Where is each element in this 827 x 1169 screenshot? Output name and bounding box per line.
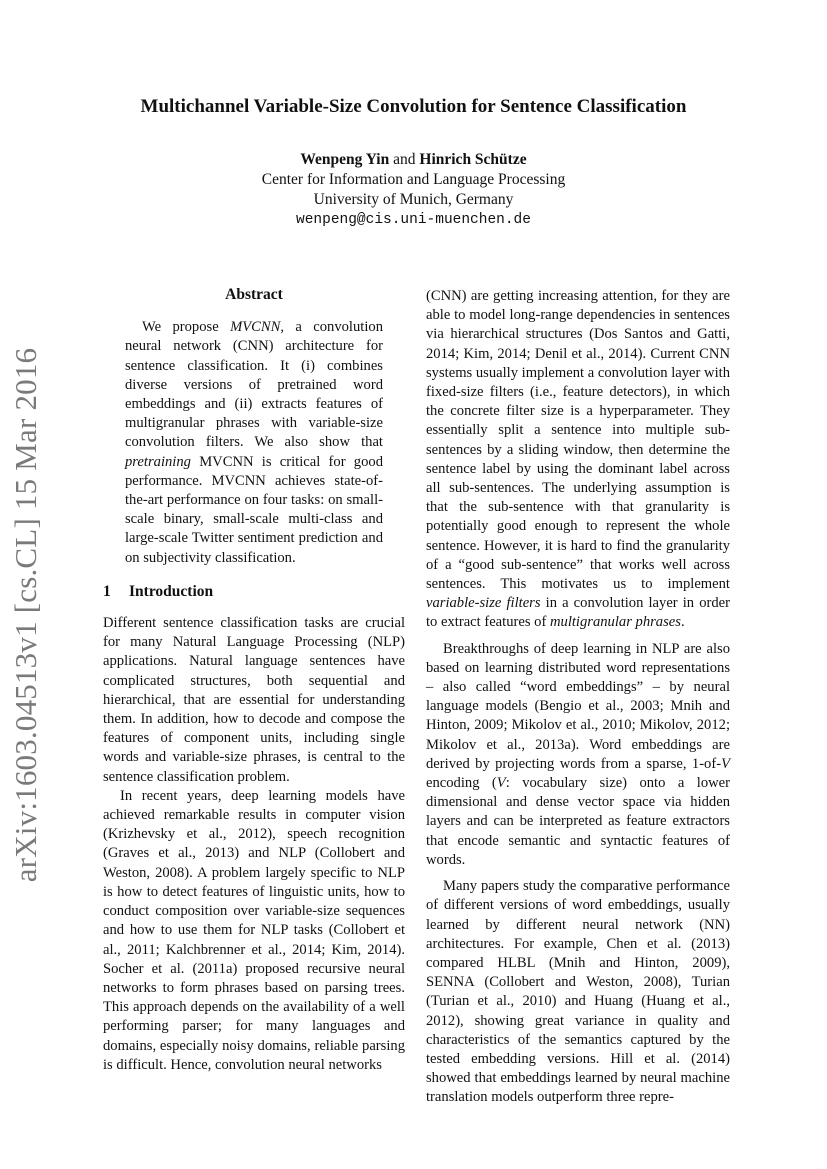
abstract-text-part: MVCNN is critical for good performance. MVCNN achieves state-of-the-art performance on four tasks: on small-scale binary, small-scale multi-class and large-scale Twitter sentiment prediction and on subjectivity classification. — [125, 453, 383, 566]
intro-paragraph-continued — [426, 287, 730, 633]
section-title: Introduction — [129, 582, 214, 600]
paragraph-text-part: encoding ( — [426, 775, 497, 792]
author-conjunction: and — [389, 151, 420, 168]
section-number: 1 — [103, 582, 111, 600]
paragraph-text-part: in a convolution layer in order to extract features of — [426, 595, 730, 631]
section-heading-introduction — [103, 582, 405, 601]
arxiv-identifier: arXiv:1603.04513v1 [cs.CL] 15 Mar 2016 — [8, 347, 43, 883]
university: University of Munich, Germany — [313, 191, 514, 208]
author-1: Wenpeng Yin — [300, 151, 390, 168]
author-email: wenpeng@cis.uni-muenchen.de — [296, 212, 531, 228]
paper-title: Multichannel Variable-Size Convolution for Sentence Classification — [140, 96, 687, 117]
math-variable-v: V — [496, 775, 506, 792]
abstract-text — [125, 318, 383, 568]
abstract-emphasis-mvcnn: MVCNN — [230, 319, 281, 336]
paragraph-text-part: (CNN) are getting increasing attention, for they are able to model long-range dependencies in sentences via hierarchical structures (Dos Santos and Gatti, 2014; Kim, 2014; Denil et al., 2014). Current CNN systems usually implement a convolution layer with fixed-size filters (i.e., feature detectors), in which the concrete filter size is a hyperparameter. They essentially split a sentence into multiple sub-sentences by a sliding window, then determine the sentence label by using the dominant label across all sub-sentences. The underlying assumption is that the sub-sentence with that granularity is potentially good enough to represent the whole sentence. However, it is hard to find the granularity of a “good sub-sentence” that works well across sentences. This motivates us to implement — [426, 288, 730, 593]
paragraph-text-part: Breakthroughs of deep learning in NLP are also based on learning distributed word representations – also called “word embeddings” – by neural language models (Bengio et al., 2003; Mnih and Hinton, 2009; Mikolov et al., 2010; Mikolov, 2012; Mikolov et al., 2013a). Word embeddings are derived by projecting words from a sparse, 1-of- — [426, 640, 730, 772]
paragraph-text-part: : vocabulary size) onto a lower dimensional and dense vector space via hidden layers and can be interpreted as feature extractors that encode semantic and syntactic features of words. — [426, 775, 730, 868]
math-variable-v: V — [721, 755, 730, 772]
intro-paragraph-comparisons: Many papers study the comparative performance of different versions of word embeddings, usually learned by different neural network (NN) architectures. For example, Chen et al. (2013) compared HLBL (Mnih and Hinton, 2009), SENNA (Collobert and Weston, 2008), Turian (Turian et al., 2010) and Huang (Huang et al., 2012), showing great variance in quality and characteristics of the semantics captured by the tested embedding versions. Hill et al. (2014) showed that embeddings learned by neural machine translation models outperform three repre- — [426, 878, 730, 1106]
intro-paragraph-1: Different sentence classification tasks are crucial for many Natural Language Processing (NLP) applications. Natural language sentences have complicated structures, both sequential and hierarchical, that are essential for understanding them. In addition, how to decode and compose the features of component units, including single words and variable-size phrases, is central to the sentence classification problem. — [103, 615, 405, 785]
right-column — [426, 287, 730, 1108]
abstract-text-part: We propose — [142, 319, 231, 336]
paragraph-text-part: . — [680, 614, 685, 631]
author-2: Hinrich Schütze — [419, 151, 527, 168]
abstract-heading: Abstract — [225, 286, 283, 303]
abstract-emphasis-pretraining: pretraining — [125, 453, 191, 470]
arxiv-side-stamp — [6, 347, 46, 883]
author-names — [0, 150, 827, 170]
emphasis-multigranular-phrases: multigranular phrases — [549, 614, 681, 631]
intro-paragraph-embeddings — [426, 640, 730, 870]
abstract-text-part: , a convolution neural network (CNN) architecture for sentence classification. It (i) combines diverse versions of pretrained word embeddings and (ii) extracts features of multigranular phrases with variable-size convolution filters. We also show that — [125, 319, 383, 451]
emphasis-variable-size-filters: variable-size filters — [426, 595, 541, 612]
left-column — [103, 285, 405, 1075]
author-block — [0, 150, 827, 230]
affiliation: Center for Information and Language Processing — [261, 171, 566, 188]
intro-paragraph-2: In recent years, deep learning models have achieved remarkable results in computer vision (Krizhevsky et al., 2012), speech recognition (Graves et al., 2013) and NLP (Collobert and Weston, 2008). A problem largely specific to NLP is how to detect features of linguistic units, how to conduct composition over variable-size sequences and how to use them for NLP tasks (Collobert et al., 2011; Kalchbrenner et al., 2014; Kim, 2014). Socher et al. (2011a) proposed recursive neural networks to form phrases based on parsing trees. This approach depends on the availability of a well performing parser; for many languages and domains, especially noisy domains, reliable parsing is difficult. Hence, convolution neural networks — [103, 787, 405, 1073]
